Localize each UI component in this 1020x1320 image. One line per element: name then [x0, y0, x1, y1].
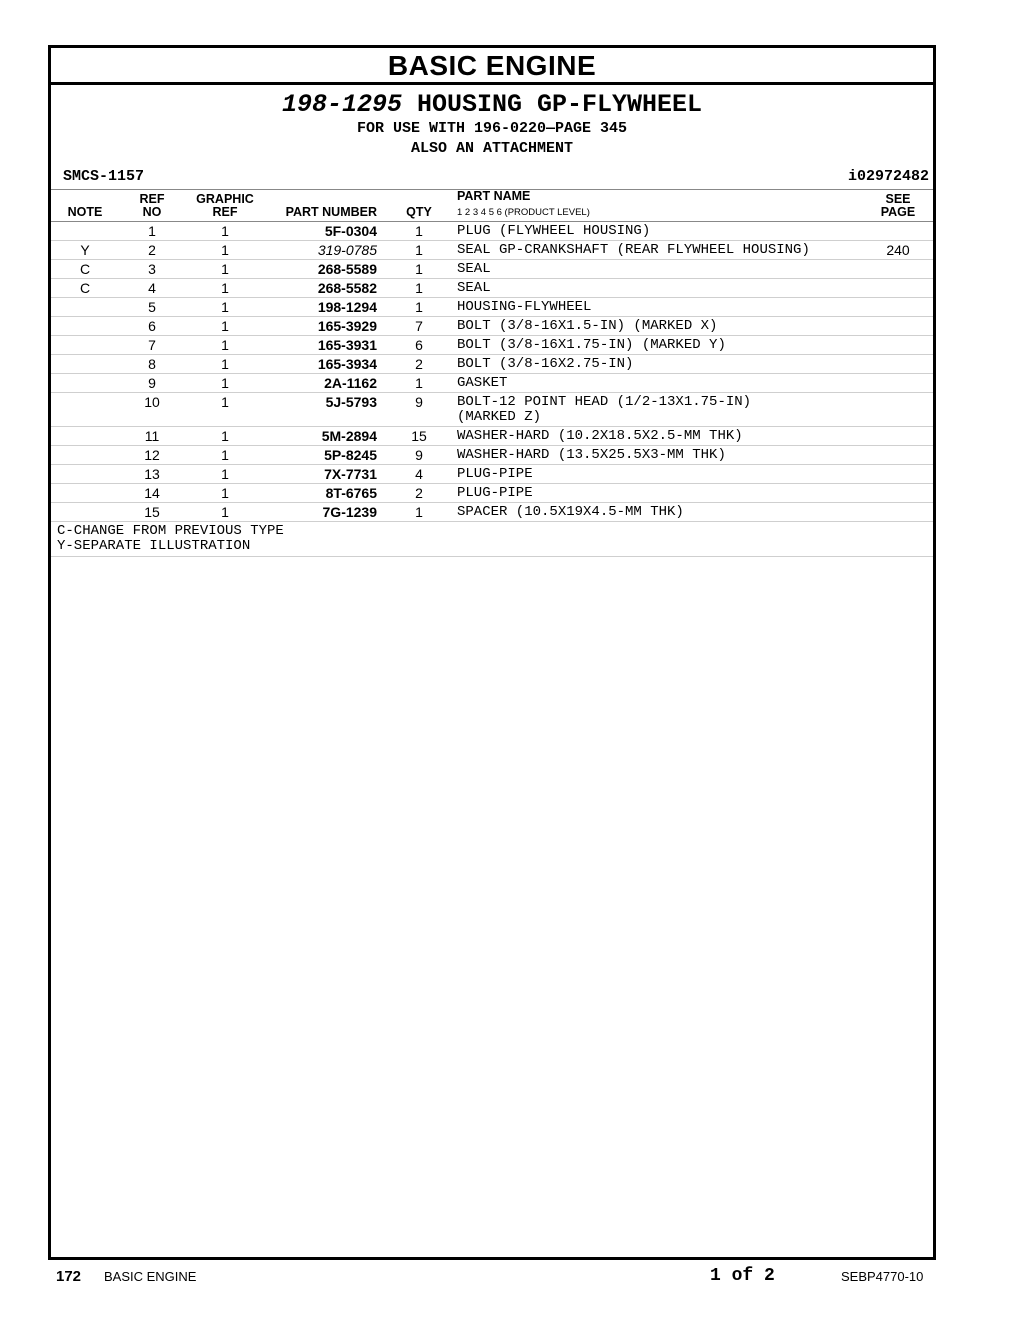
row-note: Y	[51, 241, 119, 260]
footer-section: BASIC ENGINE	[104, 1269, 197, 1284]
part-name-text: WASHER-HARD (10.2X18.5X2.5-MM THK)	[457, 428, 743, 444]
col-part-number: PART NUMBER	[265, 190, 389, 222]
row-ref-no: 8	[119, 355, 185, 374]
part-name-text: SPACER (10.5X19X4.5-MM THK)	[457, 504, 684, 520]
row-part-number: 8T-6765	[265, 484, 389, 503]
row-part-number: 165-3929	[265, 317, 389, 336]
row-qty: 2	[389, 355, 449, 374]
row-part-name	[449, 427, 863, 446]
meta-row	[51, 165, 933, 189]
row-note	[51, 355, 119, 374]
row-qty: 1	[389, 260, 449, 279]
part-name-text: SEAL	[457, 280, 491, 296]
row-qty: 1	[389, 241, 449, 260]
row-see-page	[863, 465, 933, 484]
row-see-page	[863, 222, 933, 241]
row-note	[51, 317, 119, 336]
illustration-id: i02972482	[847, 168, 929, 185]
row-part-name	[449, 279, 863, 298]
row-qty: 1	[389, 279, 449, 298]
table-row	[51, 298, 933, 317]
row-note: C	[51, 260, 119, 279]
row-ref-no: 9	[119, 374, 185, 393]
parts-table	[51, 189, 933, 522]
table-row	[51, 503, 933, 522]
row-ref-no: 13	[119, 465, 185, 484]
row-qty: 4	[389, 465, 449, 484]
row-graphic-ref: 1	[185, 465, 265, 484]
row-graphic-ref: 1	[185, 241, 265, 260]
row-qty: 15	[389, 427, 449, 446]
part-name-text: BOLT (3/8-16X1.75-IN) (MARKED Y)	[457, 337, 726, 353]
row-graphic-ref: 1	[185, 298, 265, 317]
row-part-number: 198-1294	[265, 298, 389, 317]
row-part-number: 165-3934	[265, 355, 389, 374]
part-name-text: PLUG (FLYWHEEL HOUSING)	[457, 223, 651, 239]
footer-document-number: SEBP4770-10	[841, 1269, 924, 1284]
row-note	[51, 503, 119, 522]
row-graphic-ref: 1	[185, 484, 265, 503]
row-part-number: 7X-7731	[265, 465, 389, 484]
footer-page-of: 1 of 2	[710, 1266, 775, 1286]
row-part-number: 7G-1239	[265, 503, 389, 522]
row-part-name	[449, 222, 863, 241]
row-part-name	[449, 374, 863, 393]
part-name-text: SEAL	[457, 261, 491, 277]
row-note	[51, 298, 119, 317]
row-qty: 9	[389, 393, 449, 427]
row-part-number: 165-3931	[265, 336, 389, 355]
group-name: HOUSING GP-FLYWHEEL	[417, 90, 703, 119]
row-ref-no: 3	[119, 260, 185, 279]
col-note: NOTE	[51, 190, 119, 222]
table-row	[51, 279, 933, 298]
part-name-text: SEAL GP-CRANKSHAFT (REAR FLYWHEEL HOUSING)	[457, 242, 810, 258]
row-note	[51, 222, 119, 241]
row-graphic-ref: 1	[185, 222, 265, 241]
row-graphic-ref: 1	[185, 260, 265, 279]
row-see-page	[863, 503, 933, 522]
table-header	[51, 190, 933, 222]
row-ref-no: 1	[119, 222, 185, 241]
row-ref-no: 15	[119, 503, 185, 522]
row-part-number: 5F-0304	[265, 222, 389, 241]
table-row	[51, 465, 933, 484]
row-part-number: 2A-1162	[265, 374, 389, 393]
part-name-text: PLUG-PIPE	[457, 485, 533, 501]
notes-legend	[51, 522, 933, 557]
row-see-page	[863, 260, 933, 279]
table-row	[51, 393, 933, 427]
row-note	[51, 446, 119, 465]
group-part-number: 198-1295	[281, 90, 402, 119]
col-qty: QTY	[389, 190, 449, 222]
row-part-number: 5J-5793	[265, 393, 389, 427]
section-title: BASIC ENGINE	[51, 48, 933, 85]
row-see-page	[863, 427, 933, 446]
table-row	[51, 260, 933, 279]
row-ref-no: 6	[119, 317, 185, 336]
part-name-text: BOLT (3/8-16X1.5-IN) (MARKED X)	[457, 318, 718, 334]
row-part-name	[449, 393, 863, 427]
row-graphic-ref: 1	[185, 427, 265, 446]
row-see-page	[863, 393, 933, 427]
row-part-number: 268-5589	[265, 260, 389, 279]
part-name-text: GASKET	[457, 375, 508, 391]
row-graphic-ref: 1	[185, 374, 265, 393]
row-ref-no: 10	[119, 393, 185, 427]
row-part-name	[449, 260, 863, 279]
col-part-name: PART NAME 1 2 3 4 5 6 (PRODUCT LEVEL)	[449, 190, 863, 222]
footer-page-number: 172	[56, 1268, 82, 1285]
row-ref-no: 2	[119, 241, 185, 260]
row-part-name	[449, 446, 863, 465]
part-name-text: BOLT-12 POINT HEAD (1/2-13X1.75-IN)	[457, 394, 752, 410]
row-see-page	[863, 279, 933, 298]
table-row	[51, 317, 933, 336]
page-frame	[48, 45, 936, 1260]
attachment-line: ALSO AN ATTACHMENT	[410, 140, 574, 157]
row-part-name	[449, 317, 863, 336]
row-qty: 1	[389, 503, 449, 522]
row-ref-no: 7	[119, 336, 185, 355]
row-part-name	[449, 336, 863, 355]
row-note	[51, 393, 119, 427]
table-row	[51, 446, 933, 465]
row-part-name	[449, 355, 863, 374]
row-qty: 1	[389, 298, 449, 317]
row-graphic-ref: 1	[185, 446, 265, 465]
part-name-continuation: (MARKED Z)	[457, 409, 542, 425]
table-row	[51, 336, 933, 355]
row-part-number: 319-0785	[265, 241, 389, 260]
row-qty: 7	[389, 317, 449, 336]
note-separate-illustration: Y-SEPARATE ILLUSTRATION	[57, 538, 251, 554]
row-ref-no: 14	[119, 484, 185, 503]
row-graphic-ref: 1	[185, 336, 265, 355]
row-qty: 1	[389, 222, 449, 241]
col-graphic-ref: GRAPHIC REF	[185, 190, 265, 222]
page-footer	[0, 1266, 1020, 1290]
row-see-page	[863, 446, 933, 465]
row-graphic-ref: 1	[185, 279, 265, 298]
row-qty: 1	[389, 374, 449, 393]
row-see-page	[863, 484, 933, 503]
col-ref-no: REF NO	[119, 190, 185, 222]
row-see-page	[863, 355, 933, 374]
part-name-text: HOUSING-FLYWHEEL	[457, 299, 592, 315]
row-qty: 6	[389, 336, 449, 355]
row-part-number: 268-5582	[265, 279, 389, 298]
table-row	[51, 427, 933, 446]
row-ref-no: 4	[119, 279, 185, 298]
row-see-page	[863, 374, 933, 393]
row-graphic-ref: 1	[185, 317, 265, 336]
row-note	[51, 484, 119, 503]
row-part-name	[449, 503, 863, 522]
row-graphic-ref: 1	[185, 393, 265, 427]
row-part-name	[449, 484, 863, 503]
row-see-page: 240	[863, 241, 933, 260]
row-qty: 9	[389, 446, 449, 465]
row-note	[51, 465, 119, 484]
usage-line: FOR USE WITH 196-0220—PAGE 345	[356, 120, 628, 137]
row-ref-no: 12	[119, 446, 185, 465]
row-part-name	[449, 465, 863, 484]
row-graphic-ref: 1	[185, 503, 265, 522]
product-levels: 1 2 3 4 5 6 (PRODUCT LEVEL)	[457, 207, 590, 218]
col-see-page: SEE PAGE	[863, 190, 933, 222]
row-see-page	[863, 336, 933, 355]
row-part-name	[449, 241, 863, 260]
row-ref-no: 11	[119, 427, 185, 446]
smcs-code: SMCS-1157	[63, 168, 145, 185]
row-note: C	[51, 279, 119, 298]
row-note	[51, 427, 119, 446]
row-see-page	[863, 298, 933, 317]
row-see-page	[863, 317, 933, 336]
note-change: C-CHANGE FROM PREVIOUS TYPE	[57, 523, 284, 539]
group-title	[51, 91, 933, 119]
part-name-text: BOLT (3/8-16X2.75-IN)	[457, 356, 634, 372]
table-row	[51, 484, 933, 503]
row-part-number: 5P-8245	[265, 446, 389, 465]
row-qty: 2	[389, 484, 449, 503]
table-row	[51, 355, 933, 374]
table-row	[51, 222, 933, 241]
row-part-name	[449, 298, 863, 317]
row-note	[51, 374, 119, 393]
table-row	[51, 241, 933, 260]
row-note	[51, 336, 119, 355]
row-graphic-ref: 1	[185, 355, 265, 374]
part-name-text: PLUG-PIPE	[457, 466, 533, 482]
row-ref-no: 5	[119, 298, 185, 317]
row-part-number: 5M-2894	[265, 427, 389, 446]
table-row	[51, 374, 933, 393]
part-name-text: WASHER-HARD (13.5X25.5X3-MM THK)	[457, 447, 726, 463]
